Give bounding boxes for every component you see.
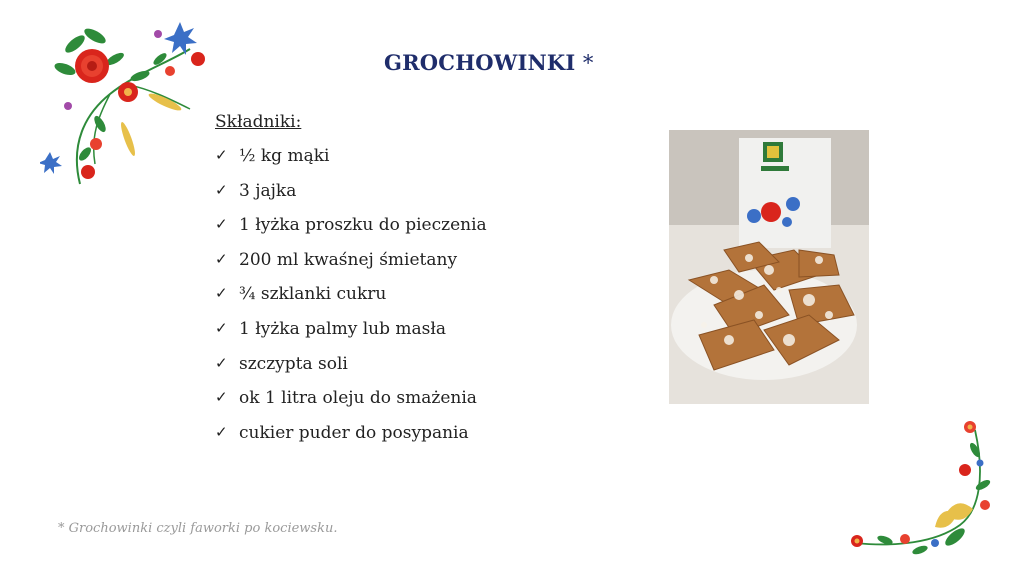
footnote: * Grochowinki czyli faworki po kociewsku. (58, 521, 338, 536)
check-icon: ✓ (215, 146, 228, 164)
list-item (215, 250, 487, 285)
list-item (215, 423, 487, 458)
list-item (215, 146, 487, 181)
floral-ornament-bottom-right-icon (835, 415, 995, 565)
ingredients-heading: Składniki: (215, 112, 302, 132)
check-icon: ✓ (215, 318, 228, 337)
check-icon: ✓ (215, 422, 228, 441)
check-icon: ✓ (215, 249, 228, 268)
title-footnote-mark: * (582, 51, 594, 75)
check-icon: ✓ (215, 284, 228, 303)
ingredient-text: ½ kg mąki (239, 146, 330, 166)
list-item (215, 388, 487, 423)
ingredient-text: cukier puder do posypania (239, 422, 469, 443)
ingredient-text: ¾ szklanki cukru (239, 284, 387, 305)
floral-ornament-top-left-icon (40, 14, 215, 192)
ingredient-text: 200 ml kwaśnej śmietany (239, 249, 458, 270)
faworki-photo (669, 130, 869, 404)
page-title (384, 50, 594, 75)
check-icon: ✓ (215, 215, 228, 234)
check-icon: ✓ (215, 353, 228, 372)
list-item (215, 181, 487, 216)
ingredients-list (215, 146, 487, 457)
list-item (215, 215, 487, 250)
list-item (215, 284, 487, 319)
check-icon: ✓ (215, 388, 228, 407)
title-text: GROCHOWINKI (384, 50, 576, 75)
ingredient-text: ok 1 litra oleju do smażenia (239, 388, 477, 409)
list-item (215, 319, 487, 354)
ingredient-text: 3 jajka (239, 180, 297, 201)
check-icon: ✓ (215, 180, 228, 199)
list-item (215, 354, 487, 389)
ingredient-text: 1 łyżka proszku do pieczenia (239, 215, 487, 236)
ingredient-text: 1 łyżka palmy lub masła (239, 318, 447, 339)
ingredient-text: szczypta soli (239, 353, 348, 374)
